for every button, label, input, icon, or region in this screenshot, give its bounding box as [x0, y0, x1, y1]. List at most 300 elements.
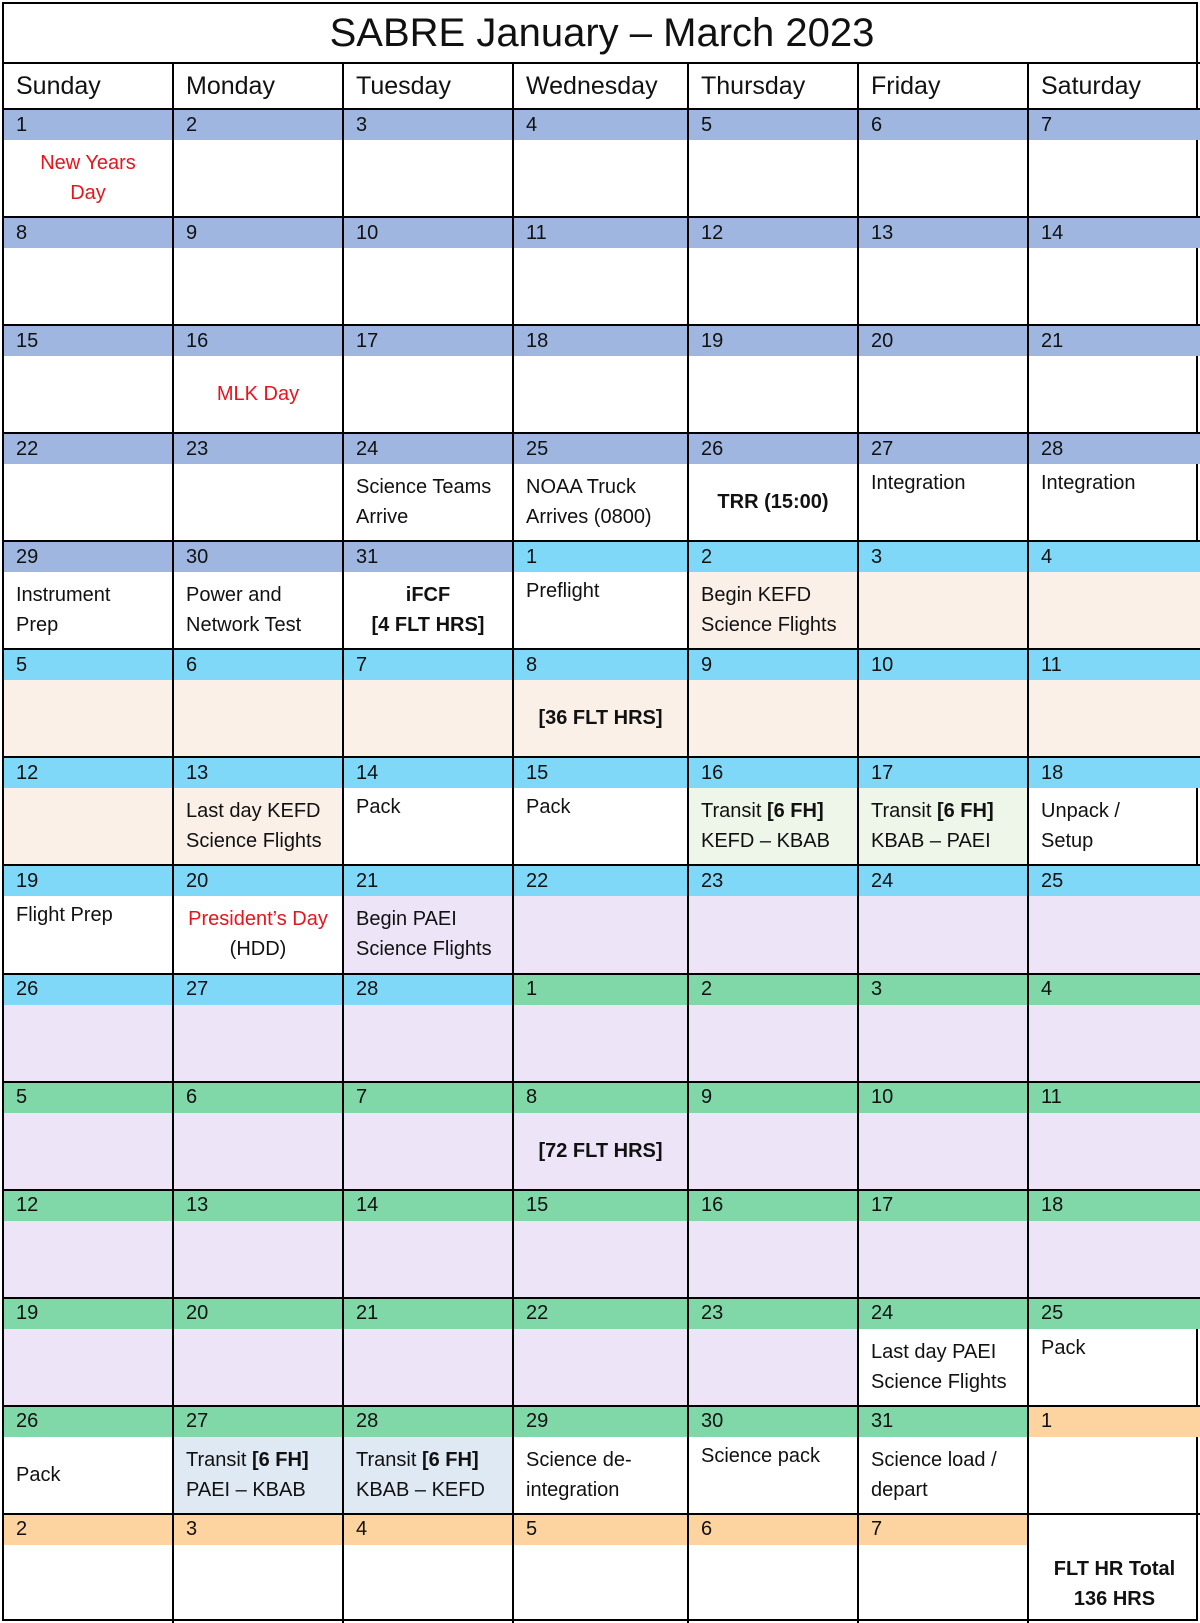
day-events: [174, 680, 342, 756]
event-line: Last day KEFD: [186, 800, 321, 823]
event-line: Arrives (0800): [526, 506, 652, 529]
day-events: [689, 1437, 857, 1513]
day-events: [174, 248, 342, 324]
day-number: 14: [344, 758, 512, 788]
day-cell: [1029, 866, 1200, 974]
day-cell: [859, 1191, 1029, 1299]
transit-flight-hours: [6 FH]: [936, 800, 994, 823]
day-number: 11: [1029, 650, 1200, 680]
day-cell: [4, 975, 174, 1083]
day-cell: [4, 1083, 174, 1191]
day-events: [344, 248, 512, 324]
day-cell: [4, 866, 174, 974]
flight-hours-total-cell: [1029, 1515, 1200, 1623]
day-events: [344, 572, 512, 648]
day-cell: [344, 758, 514, 866]
day-number: 19: [4, 866, 172, 896]
event-line: Integration: [871, 472, 966, 495]
day-number: 7: [859, 1515, 1027, 1545]
day-number: 29: [4, 542, 172, 572]
event-line: Pack: [356, 796, 401, 819]
day-number: 4: [1029, 975, 1200, 1005]
day-number: 16: [689, 758, 857, 788]
transit-line: [701, 796, 845, 826]
event-line: Begin KEFD: [701, 584, 812, 607]
day-events: [859, 1545, 1027, 1623]
day-events: [689, 248, 857, 324]
day-cell: [4, 1515, 174, 1623]
day-events: [1029, 1005, 1200, 1081]
day-events: [859, 1437, 1027, 1513]
event-line: Pack: [526, 796, 571, 819]
day-events: [859, 140, 1027, 216]
transit-route: KBAB – KEFD: [356, 1478, 485, 1501]
day-cell: [514, 218, 689, 326]
day-number: 21: [344, 866, 512, 896]
day-cell: [344, 326, 514, 434]
day-events: [514, 140, 687, 216]
day-events: [4, 1329, 172, 1405]
day-cell: [344, 434, 514, 542]
day-number: 24: [859, 866, 1027, 896]
day-events: [689, 788, 857, 864]
transit-label: Transit: [186, 1448, 252, 1471]
day-number: 2: [4, 1515, 172, 1545]
day-cell: [859, 218, 1029, 326]
day-number: 7: [344, 650, 512, 680]
day-number: 27: [174, 975, 342, 1005]
day-number: 18: [1029, 758, 1200, 788]
day-cell: [514, 434, 689, 542]
day-cell: [859, 975, 1029, 1083]
event-line: Prep: [16, 614, 59, 637]
transit-flight-hours: [6 FH]: [766, 800, 824, 823]
event-line: Begin PAEI: [356, 908, 457, 931]
day-number: 7: [1029, 110, 1200, 140]
event-line: New Years: [40, 152, 136, 175]
day-cell: [174, 758, 344, 866]
day-cell: [4, 110, 174, 218]
day-events: [514, 572, 687, 648]
day-number: 12: [4, 1191, 172, 1221]
day-events: [4, 680, 172, 756]
day-number: 12: [4, 758, 172, 788]
day-number: 21: [344, 1299, 512, 1329]
event-line: TRR (15:00): [717, 491, 829, 514]
day-events: [514, 788, 687, 864]
day-events: [1029, 248, 1200, 324]
day-header-monday: Monday: [174, 64, 344, 110]
day-cell: [689, 542, 859, 650]
day-events: [344, 356, 512, 432]
event-line: [72 FLT HRS]: [538, 1139, 663, 1162]
day-number: 25: [514, 434, 687, 464]
event-line: Science load /: [871, 1448, 997, 1471]
day-cell: [514, 1083, 689, 1191]
day-number: 23: [689, 1299, 857, 1329]
day-number: 20: [174, 1299, 342, 1329]
day-events: [174, 1005, 342, 1081]
event-line: President’s Day: [188, 908, 328, 931]
day-events: [174, 1113, 342, 1189]
day-events: [174, 1329, 342, 1405]
day-number: 15: [514, 758, 687, 788]
day-cell: [344, 975, 514, 1083]
day-cell: [859, 1083, 1029, 1191]
day-number: 26: [689, 434, 857, 464]
day-cell: [174, 1299, 344, 1407]
day-number: 17: [344, 326, 512, 356]
day-events: [344, 140, 512, 216]
event-line: Pack: [1041, 1336, 1086, 1359]
event-line: Integration: [1041, 472, 1136, 495]
day-number: 14: [1029, 218, 1200, 248]
day-number: 13: [174, 758, 342, 788]
day-number: 1: [514, 542, 687, 572]
day-header-sunday: Sunday: [4, 64, 174, 110]
day-events: [859, 788, 1027, 864]
day-cell: [859, 542, 1029, 650]
day-cell: [174, 218, 344, 326]
day-events: [1029, 464, 1200, 540]
day-cell: [689, 975, 859, 1083]
day-events: [1029, 680, 1200, 756]
day-cell: [514, 975, 689, 1083]
day-number: 9: [174, 218, 342, 248]
day-events: [344, 464, 512, 540]
day-events: [4, 572, 172, 648]
day-cell: [174, 110, 344, 218]
day-cell: [174, 975, 344, 1083]
day-number: 24: [859, 1299, 1027, 1329]
day-cell: [174, 1083, 344, 1191]
day-header-saturday: Saturday: [1029, 64, 1200, 110]
day-number: 6: [174, 650, 342, 680]
day-events: [859, 896, 1027, 972]
day-cell: [174, 1407, 344, 1515]
total-line: FLT HR Total: [1053, 1557, 1176, 1580]
day-events: [4, 1545, 172, 1623]
day-events: [859, 248, 1027, 324]
day-number: 14: [344, 1191, 512, 1221]
day-number: 2: [174, 110, 342, 140]
day-cell: [344, 1299, 514, 1407]
day-number: 19: [4, 1299, 172, 1329]
day-events: [1029, 1329, 1200, 1405]
day-events: [689, 572, 857, 648]
day-cell: [174, 650, 344, 758]
day-cell: [689, 650, 859, 758]
day-cell: [859, 1515, 1029, 1623]
day-cell: [344, 110, 514, 218]
day-number: 28: [1029, 434, 1200, 464]
day-number: 13: [859, 218, 1027, 248]
transit-label: Transit: [871, 800, 937, 823]
day-events: [174, 572, 342, 648]
day-cell: [514, 650, 689, 758]
day-cell: [1029, 434, 1200, 542]
day-cell: [514, 1191, 689, 1299]
day-header-friday: Friday: [859, 64, 1029, 110]
day-cell: [174, 434, 344, 542]
day-events: [859, 680, 1027, 756]
day-number: 10: [344, 218, 512, 248]
day-events: [514, 680, 687, 756]
event-line: integration: [526, 1478, 620, 1501]
transit-line: [871, 796, 1015, 826]
day-cell: [514, 110, 689, 218]
event-line: Network Test: [186, 614, 302, 637]
day-events: [514, 248, 687, 324]
day-events: [344, 896, 512, 972]
day-number: 7: [344, 1083, 512, 1113]
day-cell: [1029, 218, 1200, 326]
day-cell: [1029, 758, 1200, 866]
event-line: [4 FLT HRS]: [371, 614, 485, 637]
day-cell: [344, 1515, 514, 1623]
event-line: NOAA Truck: [526, 476, 637, 499]
event-line: Preflight: [526, 580, 600, 603]
event-line: MLK Day: [216, 383, 300, 406]
day-events: [514, 1113, 687, 1189]
day-events: [689, 680, 857, 756]
day-cell: [4, 542, 174, 650]
day-cell: [174, 1191, 344, 1299]
day-events: [859, 356, 1027, 432]
day-number: 23: [689, 866, 857, 896]
day-number: 25: [1029, 1299, 1200, 1329]
day-events: [859, 1221, 1027, 1297]
day-number: 24: [344, 434, 512, 464]
day-events: [4, 1113, 172, 1189]
day-events: [689, 1221, 857, 1297]
day-cell: [1029, 975, 1200, 1083]
day-cell: [174, 1515, 344, 1623]
day-number: 6: [689, 1515, 857, 1545]
day-events: [344, 1437, 512, 1513]
event-line: Arrive: [356, 506, 409, 529]
day-events: [344, 1545, 512, 1623]
day-events: [4, 140, 172, 216]
day-number: 4: [1029, 542, 1200, 572]
event-line: Science pack: [701, 1444, 820, 1467]
day-events: [174, 896, 342, 972]
day-events: [1029, 572, 1200, 648]
day-number: 28: [344, 975, 512, 1005]
day-events: [344, 1329, 512, 1405]
day-events: [689, 1329, 857, 1405]
day-cell: [859, 1299, 1029, 1407]
day-events: [4, 1221, 172, 1297]
day-number: 9: [689, 650, 857, 680]
day-events: [344, 1221, 512, 1297]
day-cell: [4, 434, 174, 542]
day-cell: [344, 218, 514, 326]
day-events: [689, 1113, 857, 1189]
transit-route: KEFD – KBAB: [701, 830, 830, 853]
day-number: 18: [514, 326, 687, 356]
day-cell: [689, 1299, 859, 1407]
event-line: Instrument: [16, 584, 111, 607]
day-events: [514, 1329, 687, 1405]
day-events: [689, 140, 857, 216]
day-cell: [174, 542, 344, 650]
day-number: 8: [514, 650, 687, 680]
event-line: Science de-: [526, 1448, 632, 1471]
day-cell: [1029, 326, 1200, 434]
day-events: [4, 1437, 172, 1513]
day-number: 17: [859, 1191, 1027, 1221]
day-events: [174, 1437, 342, 1513]
day-number: 28: [344, 1407, 512, 1437]
day-cell: [344, 866, 514, 974]
calendar: [2, 2, 1198, 1621]
day-number: 22: [4, 434, 172, 464]
event-line: Power and: [186, 584, 282, 607]
event-line: Day: [70, 182, 106, 205]
day-events: [174, 788, 342, 864]
day-events: [689, 464, 857, 540]
day-cell: [344, 1083, 514, 1191]
day-number: 2: [689, 542, 857, 572]
day-events: [174, 140, 342, 216]
day-number: 31: [859, 1407, 1027, 1437]
day-number: 15: [4, 326, 172, 356]
day-cell: [344, 650, 514, 758]
day-events: [4, 788, 172, 864]
day-number: 5: [514, 1515, 687, 1545]
day-cell: [514, 866, 689, 974]
day-events: [689, 1545, 857, 1623]
transit-line: [186, 1445, 330, 1475]
day-events: [859, 1113, 1027, 1189]
day-cell: [689, 1515, 859, 1623]
day-events: [174, 356, 342, 432]
event-line: Science Flights: [871, 1370, 1007, 1393]
day-number: 11: [514, 218, 687, 248]
day-number: 3: [344, 110, 512, 140]
transit-flight-hours: [6 FH]: [421, 1448, 479, 1471]
day-number: 22: [514, 866, 687, 896]
day-events: [514, 896, 687, 972]
day-number: 3: [859, 542, 1027, 572]
day-header-wednesday: Wednesday: [514, 64, 689, 110]
day-events: [859, 1329, 1027, 1405]
day-number: 10: [859, 650, 1027, 680]
day-cell: [859, 758, 1029, 866]
day-cell: [4, 1407, 174, 1515]
day-events: [344, 1113, 512, 1189]
day-number: 5: [4, 650, 172, 680]
day-cell: [1029, 1299, 1200, 1407]
transit-flight-hours: [6 FH]: [251, 1448, 309, 1471]
day-cell: [344, 1407, 514, 1515]
day-number: 2: [689, 975, 857, 1005]
day-events: [1029, 1221, 1200, 1297]
event-line: depart: [871, 1478, 928, 1501]
transit-label: Transit: [356, 1448, 422, 1471]
day-number: 25: [1029, 866, 1200, 896]
day-number: 22: [514, 1299, 687, 1329]
event-line: Science Flights: [356, 938, 492, 961]
day-cell: [174, 326, 344, 434]
day-number: 8: [514, 1083, 687, 1113]
day-cell: [1029, 1407, 1200, 1515]
day-events: [1029, 1515, 1200, 1623]
day-events: [689, 1005, 857, 1081]
day-events: [1029, 140, 1200, 216]
day-cell: [4, 1299, 174, 1407]
transit-route: KBAB – PAEI: [871, 830, 991, 853]
day-number: 30: [174, 542, 342, 572]
transit-label: Transit: [701, 800, 767, 823]
day-cell: [1029, 1083, 1200, 1191]
event-line: Science Teams: [356, 476, 492, 499]
day-number: 27: [859, 434, 1027, 464]
day-cell: [514, 1515, 689, 1623]
day-cell: [514, 326, 689, 434]
day-events: [344, 680, 512, 756]
day-number: 15: [514, 1191, 687, 1221]
day-number: 21: [1029, 326, 1200, 356]
day-events: [4, 896, 172, 972]
day-events: [1029, 1113, 1200, 1189]
day-number: 16: [689, 1191, 857, 1221]
day-cell: [4, 650, 174, 758]
day-cell: [689, 1191, 859, 1299]
day-number: 31: [344, 542, 512, 572]
day-cell: [859, 866, 1029, 974]
day-events: [514, 1221, 687, 1297]
day-cell: [689, 866, 859, 974]
day-number: 4: [514, 110, 687, 140]
day-events: [514, 356, 687, 432]
day-cell: [514, 1407, 689, 1515]
day-number: 1: [514, 975, 687, 1005]
event-line: Last day PAEI: [871, 1340, 997, 1363]
day-events: [1029, 1437, 1200, 1513]
day-number: 13: [174, 1191, 342, 1221]
day-events: [514, 464, 687, 540]
event-line: Pack: [16, 1463, 61, 1486]
day-events: [859, 1005, 1027, 1081]
day-number: 19: [689, 326, 857, 356]
day-number: 5: [4, 1083, 172, 1113]
day-cell: [689, 326, 859, 434]
day-cell: [4, 326, 174, 434]
day-cell: [689, 218, 859, 326]
event-line: Science Flights: [186, 830, 322, 853]
day-number: 3: [859, 975, 1027, 1005]
day-number: 17: [859, 758, 1027, 788]
day-cell: [689, 1083, 859, 1191]
day-events: [174, 1221, 342, 1297]
day-number: 8: [4, 218, 172, 248]
day-number: 27: [174, 1407, 342, 1437]
day-number: 26: [4, 1407, 172, 1437]
day-cell: [514, 542, 689, 650]
day-number: 4: [344, 1515, 512, 1545]
day-events: [514, 1545, 687, 1623]
day-cell: [1029, 1191, 1200, 1299]
day-number: 16: [174, 326, 342, 356]
total-line: 136 HRS: [1073, 1587, 1156, 1610]
day-cell: [689, 110, 859, 218]
event-line: [36 FLT HRS]: [538, 707, 663, 730]
day-cell: [689, 1407, 859, 1515]
event-line: (HDD): [229, 938, 287, 961]
day-header-tuesday: Tuesday: [344, 64, 514, 110]
